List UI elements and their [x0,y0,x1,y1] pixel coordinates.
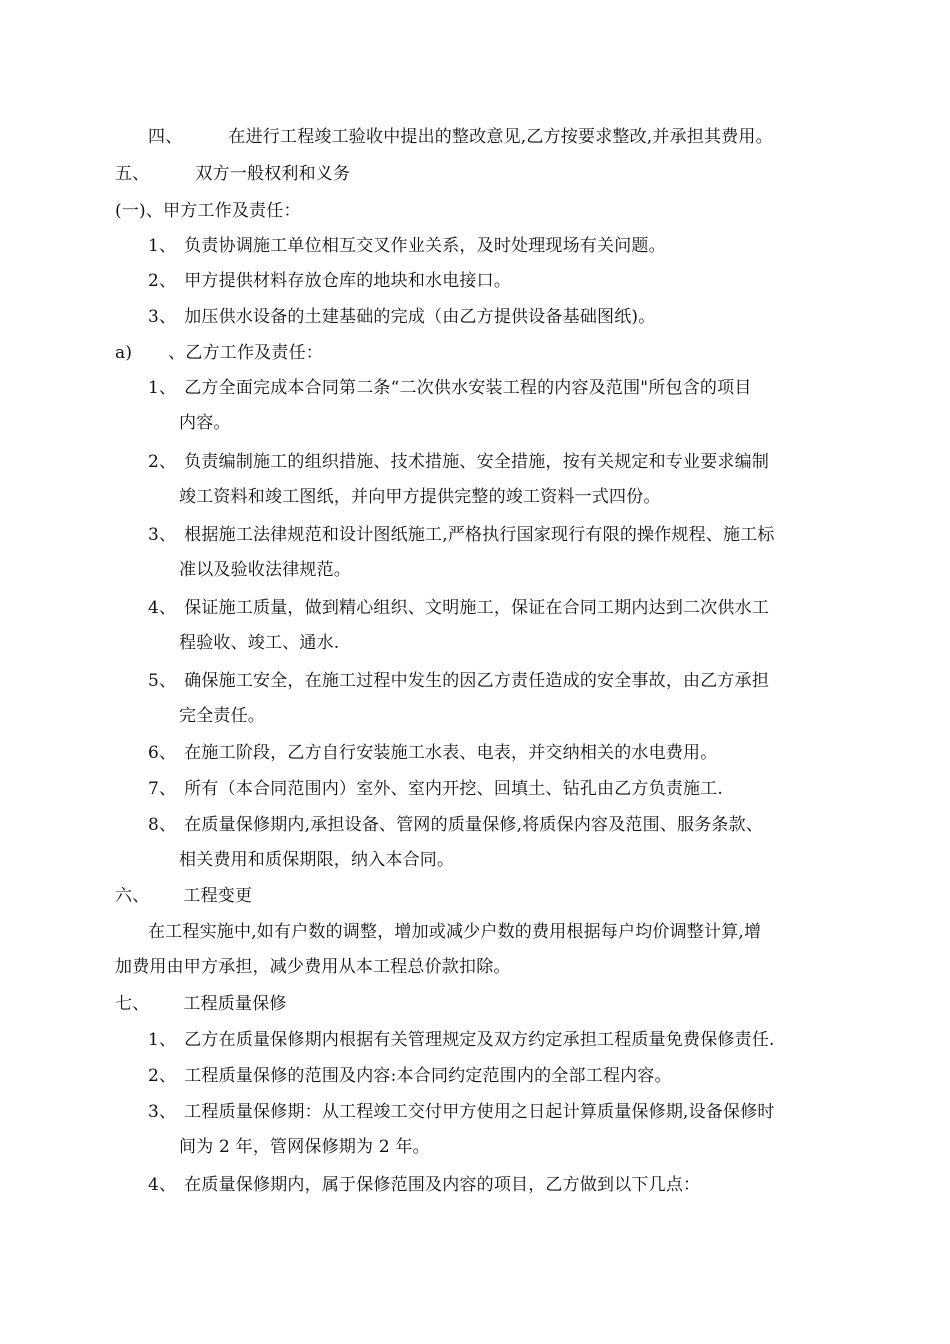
line-text: 内容。 [179,413,231,433]
item-marker: 3、 [148,525,177,545]
list-item [148,1101,775,1123]
doc-line [148,126,773,148]
list-item-continuation [179,559,351,581]
item-marker: 6、 [148,743,177,763]
list-item-continuation [179,632,339,654]
line-text: 程验收、竣工、通水. [179,633,340,653]
list-item-continuation [179,486,661,508]
list-item [148,306,655,328]
list-item [148,377,752,399]
line-text: 加压供水设备的土建基础的完成（由乙方提供设备基础图纸)。 [184,307,656,327]
item-marker: 2、 [148,452,177,472]
line-text: 工程变更 [183,886,253,906]
list-item-continuation [179,1136,430,1158]
paragraph-line [115,956,511,978]
line-text: 在工程实施中,如有户数的调整，增加或减少户数的费用根据每户均价调整计算,增 [148,922,762,942]
item-marker: 四、 [148,127,183,147]
item-marker: 3、 [148,307,177,327]
section-heading [115,885,252,907]
line-text: 间为 2 年，管网保修期为 2 年。 [179,1137,430,1157]
line-text: 在进行工程竣工验收中提出的整改意见,乙方按要求整改,并承担其费用。 [228,127,773,147]
section-heading [115,163,350,185]
subsection-heading [115,200,301,222]
item-marker: 4、 [148,598,177,618]
item-marker: 4、 [148,1175,177,1195]
item-marker: 8、 [148,815,177,835]
item-marker: a) [115,343,133,363]
item-marker: 五、 [115,164,150,184]
item-marker: 1、 [148,1030,177,1050]
line-text: 在质量保修期内,承担设备、管网的质量保修,将质保内容及范围、服务条款、 [184,815,764,835]
list-item [148,270,511,292]
line-text: 确保施工安全，在施工过程中发生的因乙方责任造成的安全事故，由乙方承担 [184,671,770,691]
list-item [148,235,666,257]
line-text: 相关费用和质保期限，纳入本合同。 [179,850,455,870]
paragraph-line [148,921,761,943]
line-text: 工程质量保修期：从工程竣工交付甲方使用之日起计算质量保修期,设备保修时 [184,1102,775,1122]
subsection-heading [115,342,323,364]
list-item [148,451,769,473]
list-item [148,597,769,619]
list-item-continuation [179,412,231,434]
line-text: 在施工阶段，乙方自行安装施工水表、电表，并交纳相关的水电费用。 [184,743,718,763]
line-text: 竣工资料和竣工图纸，并向甲方提供完整的竣工资料一式四份。 [179,487,661,507]
item-marker: 1、 [148,378,177,398]
list-item [148,814,763,836]
line-text: 加费用由甲方承担，减少费用从本工程总价款扣除。 [115,957,511,977]
item-marker: 5、 [148,671,177,691]
line-text: 负责协调施工单位相互交叉作业关系，及时处理现场有关问题。 [184,236,666,256]
line-text: 、乙方工作及责任： [168,343,323,363]
list-item [148,778,723,800]
line-text: 在质量保修期内，属于保修范围及内容的项目，乙方做到以下几点： [184,1175,701,1195]
line-text: 完全责任。 [179,706,265,726]
line-text: 所有（本合同范围内）室外、室内开挖、回填土、钻孔由乙方负责施工. [184,779,724,799]
item-marker: 七、 [115,994,150,1014]
item-marker: 2、 [148,1066,177,1086]
item-marker: 7、 [148,779,177,799]
list-item-continuation [179,849,454,871]
list-item [148,1029,775,1051]
section-heading [115,993,287,1015]
line-text: 乙方在质量保修期内根据有关管理规定及双方约定承担工程质量免费保修责任. [184,1030,775,1050]
line-text: 保证施工质量，做到精心组织、文明施工，保证在合同工期内达到二次供水工 [184,598,770,618]
line-text: 甲方提供材料存放仓库的地块和水电接口。 [184,271,512,291]
line-text: 准以及验收法律规范。 [179,560,351,580]
line-text: 乙方全面完成本合同第二条“二次供水安装工程的内容及范围"所包含的项目 [184,378,752,398]
line-text: 根据施工法律规范和设计图纸施工,严格执行国家现行有限的操作规程、施工标 [184,525,775,545]
list-item-continuation [179,705,265,727]
line-text: (一)、甲方工作及责任： [115,201,301,221]
line-text: 工程质量保修 [183,994,287,1014]
list-item [148,1065,672,1087]
item-marker: 2、 [148,271,177,291]
item-marker: 六、 [115,886,150,906]
list-item [148,524,775,546]
line-text: 工程质量保修的范围及内容:本合同约定范围内的全部工程内容。 [184,1066,672,1086]
line-text: 负责编制施工的组织措施、技术措施、安全措施，按有关规定和专业要求编制 [184,452,770,472]
item-marker: 3、 [148,1102,177,1122]
list-item [148,742,717,764]
list-item [148,1174,700,1196]
list-item [148,670,769,692]
line-text: 双方一般权利和义务 [195,164,351,184]
item-marker: 1、 [148,236,177,256]
